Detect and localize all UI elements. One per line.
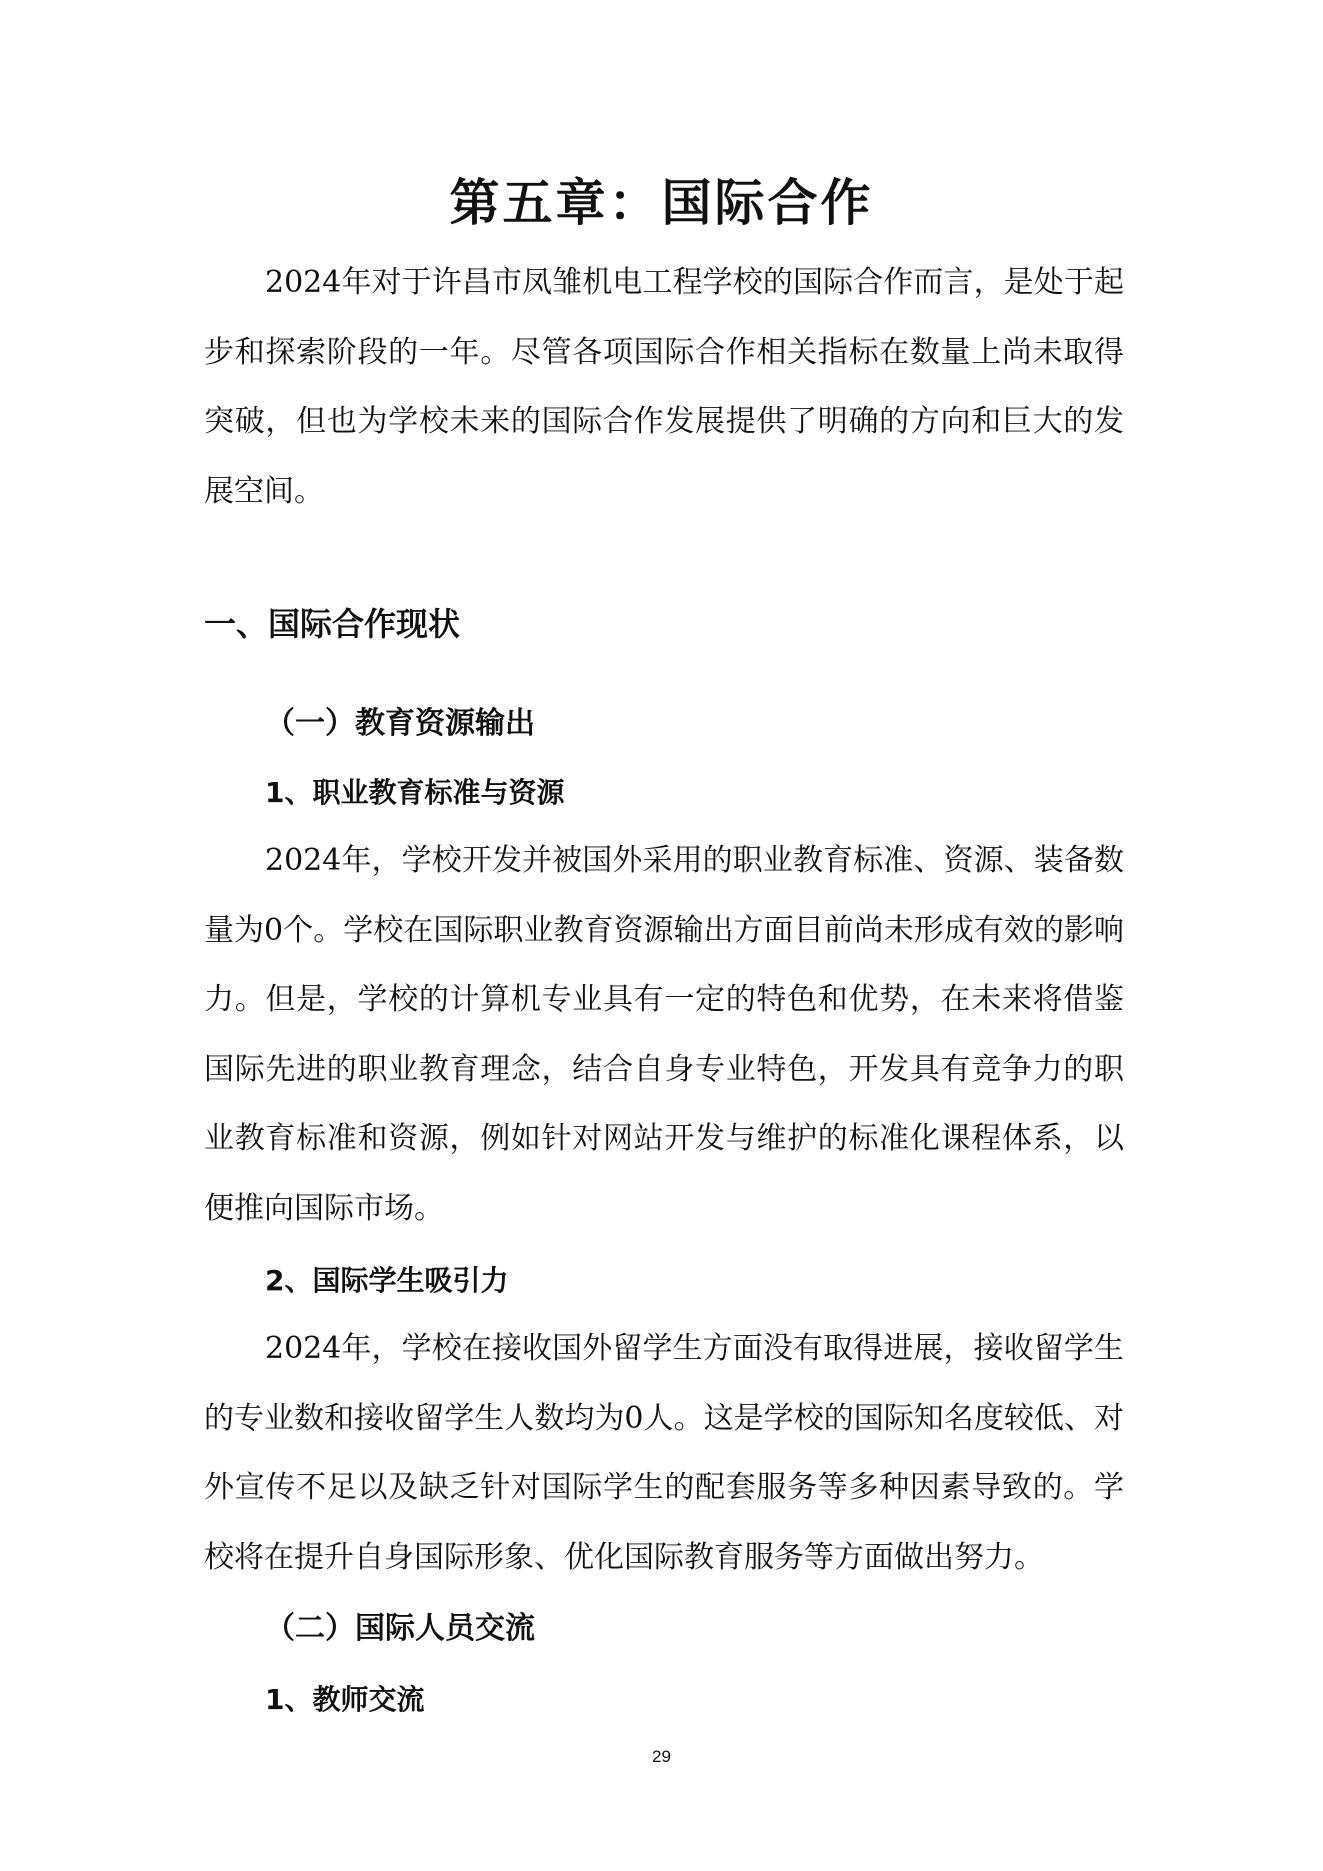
chapter-title: 第五章：国际合作: [449, 174, 874, 232]
item-heading-international-students: 2、国际学生吸引力: [265, 1264, 509, 1297]
intro-paragraph: 2024年对于许昌市凤雏机电工程学校的国际合作而言，是处于起步和探索阶段的一年。尽管各项国际合作相关指标在数量上尚未取得突破，但也为学校未来的国际合作发展提供了明确的方向和巨大的发展空间。: [204, 265, 1124, 509]
section-heading-international-cooperation-status: 一、国际合作现状: [204, 605, 461, 643]
item-heading-vocational-standards: 1、职业教育标准与资源: [265, 776, 565, 809]
page-number: 29: [652, 1747, 671, 1766]
paragraph-vocational-standards: 2024年，学校开发并被国外采用的职业教育标准、资源、装备数量为0个。学校在国际职业教育资源输出方面目前尚未形成有效的影响力。但是，学校的计算机专业具有一定的特色和优势，在未来将借鉴国际先进的职业教育理念，结合自身专业特色，开发具有竞争力的职业教育标准和资源，例如针对网站开发与维护的标准化课程体系，以便推向国际市场。: [204, 843, 1124, 1226]
subsection-heading-education-resource-output: （一）教育资源输出: [265, 706, 535, 741]
subsection-heading-personnel-exchange: （二）国际人员交流: [265, 1611, 535, 1646]
item-heading-teacher-exchange: 1、教师交流: [265, 1683, 425, 1716]
paragraph-international-students: 2024年，学校在接收国外留学生方面没有取得进展，接收留学生的专业数和接收留学生人数均为0人。这是学校的国际知名度较低、对外宣传不足以及缺乏针对国际学生的配套服务等多种因素导致的。学校将在提升自身国际形象、优化国际教育服务等方面做出努力。: [204, 1331, 1124, 1575]
